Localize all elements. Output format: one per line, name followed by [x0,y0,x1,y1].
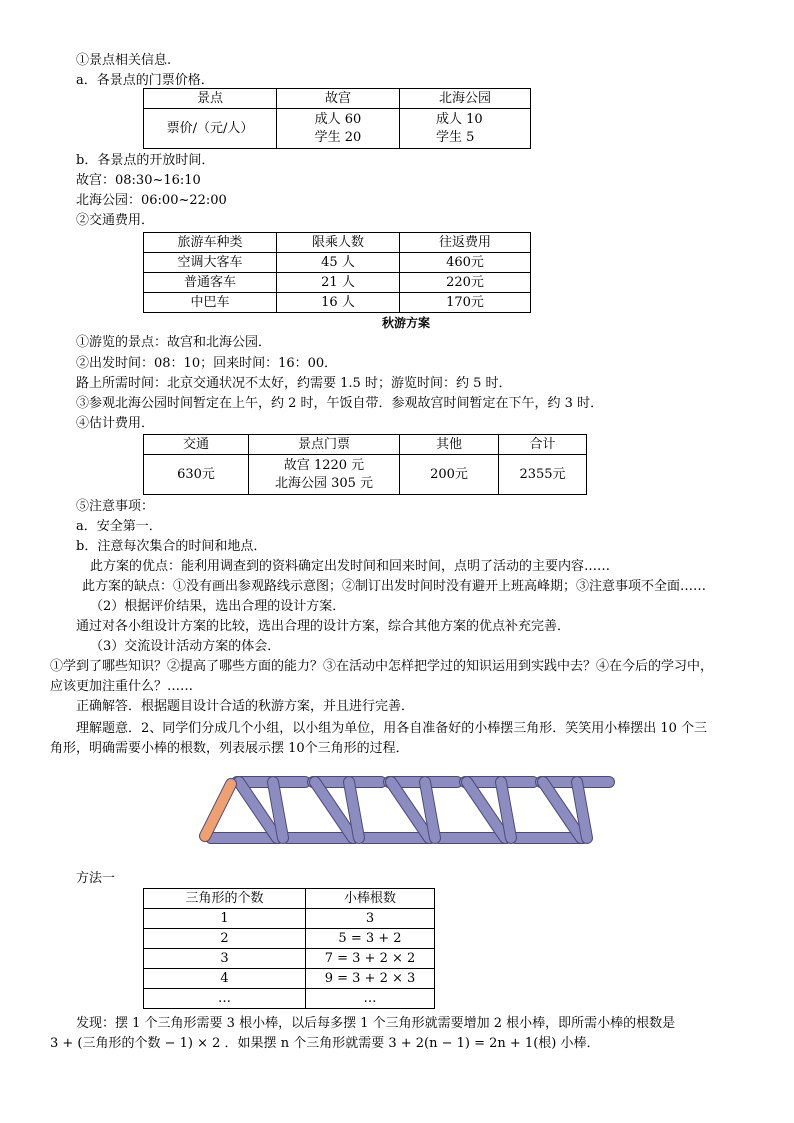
table-cell: 3 [306,909,435,929]
cost-table [143,434,587,495]
finding-line: 发现：摆 1 个三角形需要 3 根小棒，以后每多摆 1 个三角形就需要增加 2 根小棒，即所需小棒的根数是 [76,1016,676,1031]
table-header: 往返费用 [400,233,531,253]
evaluation-line: 此方案的缺点：①没有画出参观路线示意图；②制订出发时间时没有避开上班高峰期；③注意事项不全面…… [82,579,707,594]
evaluation-line: 通过对各小组设计方案的比较，选出合理的设计方案，综合其他方案的优点补充完善． [76,619,571,634]
table-cell: 1 [144,909,306,929]
table-header: 旅游车种类 [144,233,277,253]
evaluation-line: 此方案的优点：能利用调查到的资料确定出发时间和回来时间，点明了活动的主要内容…… [90,559,611,574]
plan-line: ③参观北海公园时间暂定在上午，约 2 时，午饭自带．参观故宫时间暂定在下午，约 3 时． [76,396,604,411]
evaluation-line: （2）根据评价结果，选出合理的设计方案． [90,599,346,614]
table-header: 故宫 [277,89,400,109]
table-header: 合计 [499,435,587,455]
stick-count-table [143,888,435,1009]
finding-line: 3 + (三角形的个数 − 1) × 2 ．如果摆 n 个三角形就需要 3 + 2(n − 1) = 2n + 1(根) 小棒． [50,1036,600,1051]
table-cell: … [144,989,306,1009]
section-heading-scenic-info: ①景点相关信息. [76,53,172,68]
stick-first [205,784,231,836]
plan-line: 路上所需时间：北京交通状况不太好，约需要 1.5 时；游览时间：约 5 时． [76,376,512,391]
transport-cost: 630元 [144,455,249,495]
plan-line: ④估计费用． [76,416,155,431]
table-header: 其他 [400,435,499,455]
evaluation-line: 理解题意．2、同学们分成几个小组，以小组为单位，用各自准备好的小棒摆三角形．笑笑用小棒摆出 10 个三 [76,721,708,736]
table-cell: 5 = 3 + 2 [306,929,435,949]
table-cell: 7 = 3 + 2 × 2 [306,949,435,969]
table-cell: 9 = 3 + 2 × 3 [306,969,435,989]
gugong-adult-price: 成人 60 [314,111,362,127]
evaluation-line: （3）交流设计活动方案的体会． [90,639,281,654]
table-cell: 空调大客车 [144,253,277,273]
ticket-beihai: 北海公园 305 元 [274,475,374,491]
beihai-adult-price: 成人 10 [436,111,483,127]
table-cell: 460元 [400,253,531,273]
ticket-cost-cell [249,455,400,495]
stick-triangles-illustration [195,772,615,848]
beihai-price-cell [400,109,531,149]
notes-line: ⑤注意事项： [76,499,155,514]
table-header: 交通 [144,435,249,455]
table-cell: 2 [144,929,306,949]
table-header: 景点门票 [249,435,400,455]
vehicle-table [143,232,531,313]
table-cell: 普通客车 [144,273,277,293]
table-cell: 中巴车 [144,293,277,313]
table-header: 北海公园 [400,89,531,109]
plan-line: ①游览的景点：故宫和北海公园． [76,335,272,350]
table-header: 景点 [144,89,277,109]
ticket-price-table [143,88,531,149]
table-cell: 3 [144,949,306,969]
evaluation-line: 正确解答．根据题目设计合适的秋游方案，并且进行完善． [76,699,415,714]
opening-hours-title: b．各景点的开放时间． [76,153,215,168]
table-cell: 170元 [400,293,531,313]
notes-line: b．注意每次集合的时间和地点． [76,539,267,554]
table-cell: 21 人 [277,273,400,293]
table-cell: 45 人 [277,253,400,273]
section-heading-transport: ②交通费用． [76,213,155,228]
evaluation-line: 角形，明确需要小棒的根数，列表展示摆 10个三角形的过程． [50,741,409,756]
table-header: 限乘人数 [277,233,400,253]
table-header: 三角形的个数 [144,889,306,909]
beihai-hours: 北海公园：06:00~22:00 [76,193,227,208]
method-title: 方法一 [76,871,116,886]
other-cost: 200元 [400,455,499,495]
table-cell: 16 人 [277,293,400,313]
gugong-student-price: 学生 20 [314,129,362,145]
table-cell: … [306,989,435,1009]
ticket-gugong: 故宫 1220 元 [283,457,365,473]
total-cost: 2355元 [499,455,587,495]
evaluation-line: 应该更加注重什么？…… [50,679,194,694]
notes-line: a．安全第一． [76,519,162,534]
table-cell: 220元 [400,273,531,293]
beihai-student-price: 学生 5 [436,129,475,145]
evaluation-line: ①学到了哪些知识？②提高了哪些方面的能力？③在活动中怎样把学过的知识运用到实践中去？④在今后的学习中， [50,659,714,674]
table-cell: 4 [144,969,306,989]
plan-line: ②出发时间：08：10；回来时间：16：00． [76,356,338,371]
gugong-hours: 故宫：08:30~16:10 [76,173,201,188]
plan-title: 秋游方案 [382,316,431,330]
gugong-price-cell [277,109,400,149]
ticket-price-title: a．各景点的门票价格． [76,73,214,88]
row-label: 票价/（元/人） [144,109,277,149]
table-header: 小棒根数 [306,889,435,909]
